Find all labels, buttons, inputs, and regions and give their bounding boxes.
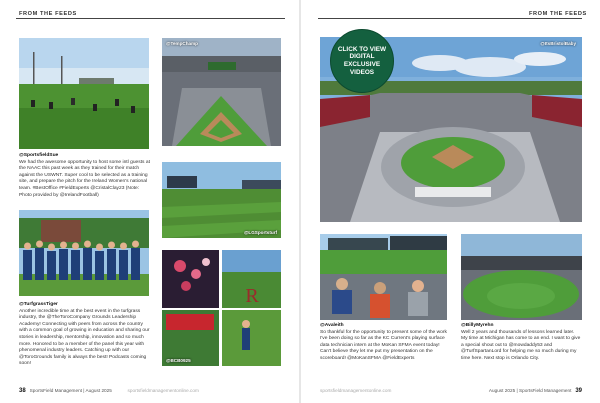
post-caption-4 xyxy=(461,323,582,363)
left-footer xyxy=(19,388,199,394)
post-caption-1 xyxy=(19,153,150,199)
post-handle[interactable]: @BillyMyrehn xyxy=(461,323,494,328)
photo-tag: @ItsBristolBaby xyxy=(540,41,576,46)
post-caption-3 xyxy=(320,323,448,363)
photo-presentation-crowd[interactable] xyxy=(320,234,447,320)
post-handle[interactable]: @SportsfieldSue xyxy=(19,153,59,158)
left-header-rule xyxy=(16,18,285,19)
footer-title: August 2025 | SportsField Management xyxy=(488,388,572,393)
post-body: We had the awesome opportunity to host some intl guests at the NAAC this past week as they trained for their match against the USWNT. Super cool to be selected as a training site, and prepare the pitch for the Ireland Women's national team. #BestOffice #FieldExperts @CristalClay23 (Note: Photo provided by @IrelandFootball) xyxy=(19,159,150,198)
photo-ballpark-aerial[interactable] xyxy=(162,38,281,146)
photo-michigan-field[interactable] xyxy=(461,234,582,320)
page-number: 39 xyxy=(575,388,582,394)
left-page-header: FROM THE FEEDS xyxy=(19,11,77,17)
svg-text:R: R xyxy=(245,285,259,307)
spread-gutter xyxy=(299,0,301,403)
right-footer xyxy=(320,388,582,394)
photo-group-academy[interactable] xyxy=(19,210,149,296)
right-header-rule xyxy=(318,18,582,19)
photo-tag: @TempChamp xyxy=(166,41,198,46)
cta-label: CLICK TO VIEW DIGITAL EXCLUSIVE VIDEOS xyxy=(337,45,387,76)
page-number: 38 xyxy=(19,388,26,394)
photo-soccer-practice[interactable] xyxy=(19,38,149,149)
photo-tag: @BCB0925 xyxy=(166,358,191,363)
right-page-header: FROM THE FEEDS xyxy=(529,11,587,17)
footer-title: SportsField Management | August 2025 xyxy=(29,388,112,393)
photo-collage[interactable] xyxy=(162,250,281,366)
post-caption-2 xyxy=(19,302,150,368)
view-videos-button[interactable] xyxy=(330,29,394,93)
post-body: Another incredible time at the best event in the turfgrass industry, the @TheToroCompany Grounds Leadership Academy! Connecting with peers from across the country with a common goal of growing in education and sharing our stories in leadership, mentorship, innovation and so much more. Honored to be a member of the panel this year with phenomenal industry leaders. Catching up with our @ToroGrounds family is always the best! Podcasts coming soon! xyxy=(19,308,150,367)
post-body: So thankful for the opportunity to present some of the work I've been doing so far as the KC Current's playing surface data technician intern at the MoKan SFMA event today! Can't believe they let me put my presentation on the scoreboard! @MoKanSFMA @FieldExperts xyxy=(320,329,447,361)
footer-site[interactable]: sportsfieldmanagementonline.com xyxy=(127,388,199,393)
photo-stadium-field[interactable] xyxy=(162,162,281,238)
post-handle[interactable]: @Avaleith xyxy=(320,323,344,328)
footer-site[interactable]: sportsfieldmanagementonline.com xyxy=(320,388,392,393)
post-body: Well 2 years and thousands of lessons learned later. My time at Michigan has come to an end. I want to give a special shout out to @mowdaddy53 and @TurfSpartanLord for helping me so much during my time here. Next stop is Orlando City. xyxy=(461,329,581,361)
post-handle[interactable]: @TurfgrassTiger xyxy=(19,302,58,307)
photo-tag: @LGSportsturf xyxy=(243,230,277,235)
